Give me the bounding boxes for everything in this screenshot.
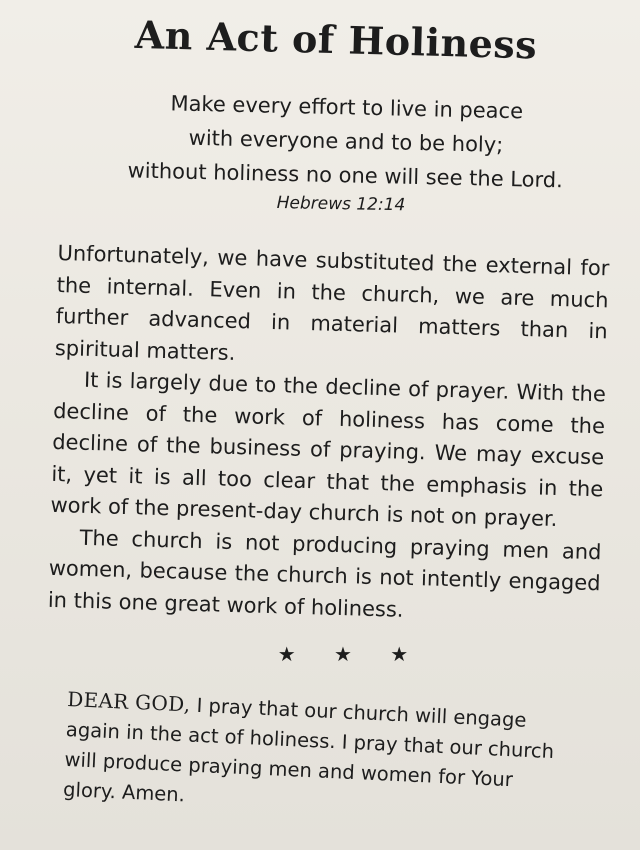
body-text <box>47 238 609 631</box>
prayer-lead: DEAR GOD, <box>66 686 191 717</box>
page-title: An Act of Holiness <box>134 11 538 68</box>
scripture-citation: Hebrews 12:14 <box>276 192 406 215</box>
body-paragraph: Unfortunately, we have substituted the external for the internal. Even in the church, we are much further advanced in material matters than in spiritual matters. <box>54 240 610 365</box>
epigraph <box>53 83 609 198</box>
body-paragraph: The church is not producing praying men and women, because the church is not intently engaged in this one great work of holiness. <box>47 524 602 621</box>
body-paragraph: It is largely due to the decline of prayer. With the decline of the work of holiness has come the decline of the business of praying. We may excuse it, yet it is all too clear that the emphasis in the work of the present-day church is not on prayer. <box>50 367 607 531</box>
epigraph-line: with everyone and to be holy; <box>188 125 504 157</box>
section-separator-stars: ★ ★ ★ <box>277 641 425 666</box>
prayer-block <box>63 684 568 828</box>
prayer-text: I pray that our church will engage again in the act of holiness. I pray that our church will produce praying men and women for Your glory. Amen. <box>62 693 555 807</box>
epigraph-line: without holiness no one will see the Lord. <box>127 158 564 192</box>
epigraph-line: Make every effort to live in peace <box>170 91 524 124</box>
